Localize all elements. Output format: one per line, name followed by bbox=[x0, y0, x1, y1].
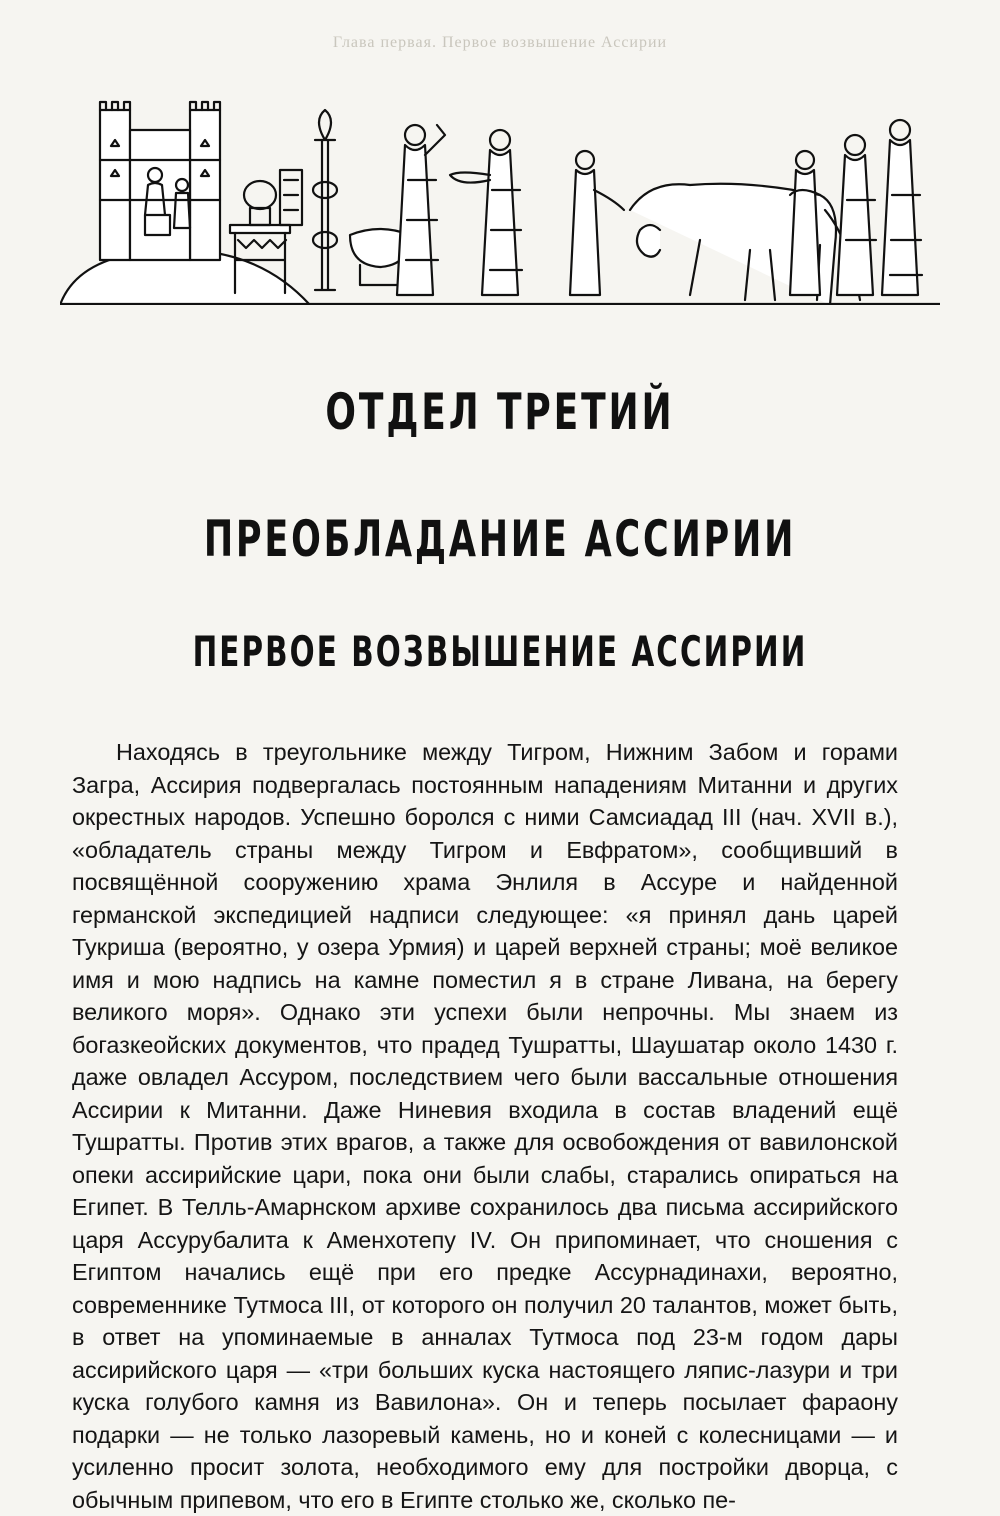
assyrian-relief-frieze-icon bbox=[60, 100, 940, 305]
part-title: ПРЕОБЛАДАНИЕ АССИРИИ bbox=[203, 510, 797, 568]
candelabrum-icon bbox=[313, 110, 337, 290]
sacrificial-animal-icon bbox=[630, 184, 860, 305]
running-header-bleed-through: Глава первая. Первое возвышение Ассирии bbox=[332, 34, 668, 51]
attendant-figure-icon bbox=[397, 125, 522, 295]
chapter-title: ПЕРВОЕ ВОЗВЫШЕНИЕ АССИРИИ bbox=[192, 627, 808, 676]
body-paragraph: Находясь в треугольнике между Тигром, Нижним Забом и горами Загра, Ассирия подвергалась постоянным нападениям Митанни и других окрестных народов. Успешно боролся с ними Самсиадад III (нач. XVII в.), «обладатель страны между Тигром и Евфратом», сообщивший в посвящённой сооружению храма Энлиля в Ассуре и найденной германской экспедицией надписи следующее: «я принял дань царей Тукриша (вероятно, у озера Урмия) и царей верхней страны; моё великое имя и мою надпись на камне поместил я в стране Ливана, на берегу великого моря». Однако эти успехи были непрочны. Мы знаем из богазкеойских документов, что прадед Тушратты, Шаушатар около 1430 г. даже овладел Ассуром, последствием чего были вассальные отношения Ассирии к Митанни. Даже Ниневия входила в состав владений ещё Тушратты. Против этих врагов, а также для освобождения от вавилонской опеки ассирийские цари, пока они были слабы, старались опираться на Египет. В Телль-Амарнском архиве сохранилось два письма ассирийского царя Ассурубалита к Аменхотепу IV. Он припоминает, что сношения с Египтом начались ещё при его предке Ассурнадинахи, вероятно, современнике Тутмоса III, от которого он получил 20 талантов, может быть, в ответ на упоминаемые в анналах Тутмоса под 23-м годом дары ассирийского царя — «три больших куска настоящего ляпис-лазури и три куска голубого камня из Вавилона». Он и теперь посылает фараону подарки — не только лазоревый камень, но и коней с колесницами — и усиленно просит золота, необходимого ему для постройки дворца, с обычным припевом, что его в Египте столько же, сколько пе- bbox=[72, 739, 898, 1513]
worshipper-figure-icon bbox=[570, 151, 624, 295]
tribute-bearer-icon bbox=[790, 120, 922, 295]
section-title: ОТДЕЛ ТРЕТИЙ bbox=[325, 383, 675, 441]
